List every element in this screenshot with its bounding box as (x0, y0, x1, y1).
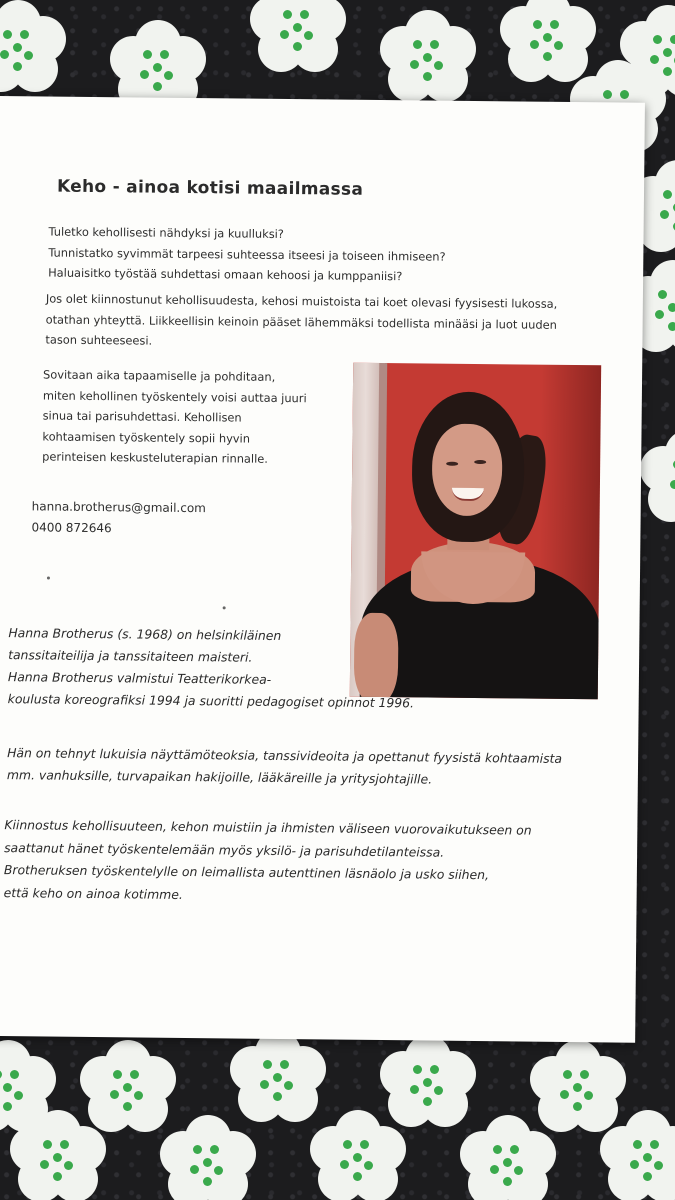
bio-line: mm. vanhuksille, turvapaikan hakijoille, lääkäreille ja yritysjohtajille. (6, 767, 433, 787)
flower-pattern (310, 1110, 406, 1200)
bio-line: Kiinnostus kehollisuuteen, kehon muistiin ja ihmisten väliseen vuorovaikutukseen on (4, 817, 532, 838)
flower-pattern (640, 430, 675, 526)
paper-speck (223, 606, 226, 609)
bio-line: Hän on tehnyt lukuisia näyttämöteoksia, tanssivideoita ja opettanut fyysistä kohtaamista (7, 745, 563, 766)
contact-info (31, 496, 206, 540)
flower-pattern (250, 0, 346, 76)
appointment-line: sinua tai parisuhdettasi. Kehollisen (42, 408, 242, 425)
appointment-line: miten kehollinen työskentely voisi auttaa juuri (42, 387, 307, 405)
flower-pattern (10, 1110, 106, 1200)
contact-phone: 0400 872646 (31, 520, 112, 536)
bio-line: saattanut hänet työskentelemään myös yksilö- ja parisuhdetilanteissa. (4, 839, 445, 860)
question-line: Tuletko kehollisesti nähdyksi ja kuulluksi? (48, 224, 284, 241)
bio-paragraph (4, 814, 532, 910)
contact-email: hanna.brotherus@gmail.com (31, 499, 207, 516)
flyer-paper (0, 96, 645, 1043)
flower-pattern (0, 0, 66, 96)
bio-line: koulusta koreografiksi 1994 ja suoritti pedagogiset opinnot 1996. (7, 691, 415, 711)
question-line: Tunnistatko syvimmät tarpeesi suhteessa itseesi ja toiseen ihmiseen? (48, 245, 446, 264)
bio-line: Brotheruksen työskentelylle on leimallista autenttinen läsnäolo ja usko siihen, (3, 862, 490, 883)
intro-line: otathan yhteyttä. Liikkeellisin keinoin pääset lähemmäksi todellista minääsi ja luot uuden (45, 311, 557, 332)
flower-pattern (160, 1115, 256, 1200)
bio-line: Hanna Brotherus (s. 1968) on helsinkiläinen (8, 625, 282, 643)
appointment-line: Sovitaan aika tapaamiselle ja pohditaan, (43, 367, 276, 384)
flower-pattern (600, 1110, 675, 1200)
bio-line: että keho on ainoa kotimme. (3, 884, 183, 902)
question-list (48, 222, 446, 288)
paper-speck (47, 577, 50, 580)
appointment-line: perinteisen keskusteluterapian rinnalle. (42, 449, 268, 466)
bio-line: Hanna Brotherus valmistui Teatterikorkea- (7, 669, 272, 687)
appointment-line: kohtaamisen työskentely sopii hyvin (42, 428, 251, 446)
intro-line: tason suhteeseesi. (45, 332, 153, 348)
bio-line: tanssitaiteilija ja tanssitaiteen maisteri. (8, 647, 253, 665)
flower-pattern (380, 10, 476, 106)
flyer-title: Keho - ainoa kotisi maailmassa (56, 176, 364, 200)
bio-paragraph (8, 622, 415, 714)
question-line: Haluaisitko työstää suhdettasi omaan kehoosi ja kumppaniisi? (48, 265, 403, 284)
appointment-paragraph (42, 364, 307, 469)
intro-line: Jos olet kiinnostunut kehollisuudesta, kehosi muistoista tai koet olevasi fyysisesti lukossa, (45, 291, 558, 311)
bio-paragraph (7, 742, 562, 792)
intro-paragraph (45, 288, 557, 355)
flower-pattern (460, 1115, 556, 1200)
